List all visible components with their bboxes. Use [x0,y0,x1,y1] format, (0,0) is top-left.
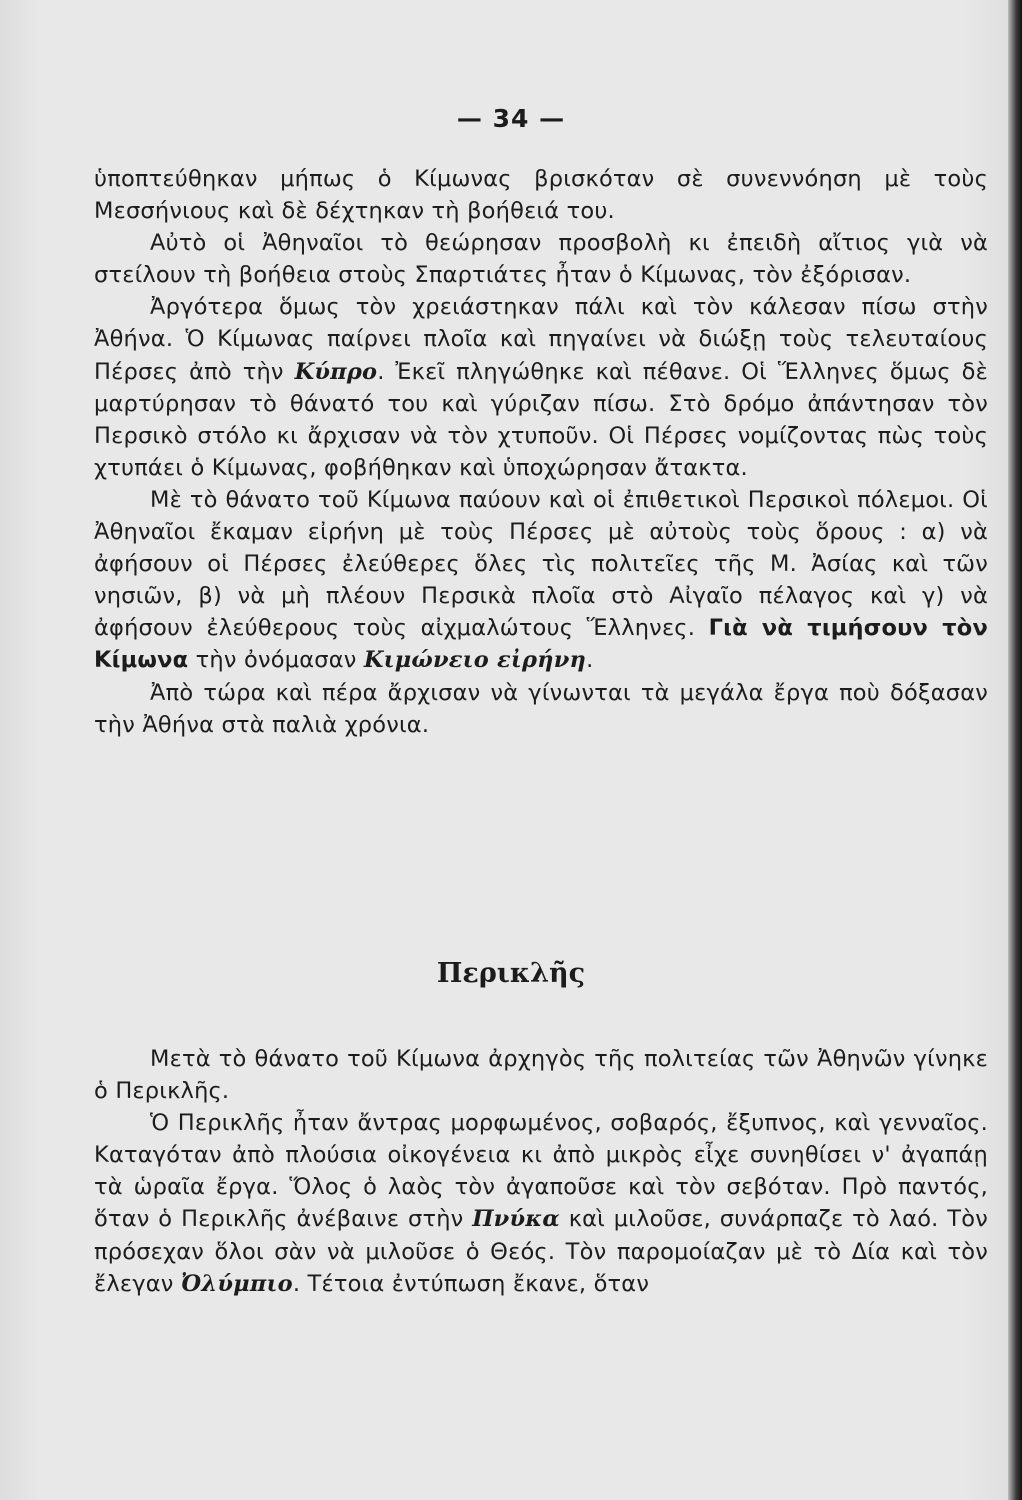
paragraph-4-text-b: τὴν ὀνόμασαν [188,647,364,674]
paragraph-1: ὑποπτεύθηκαν μήπως ὁ Κίμωνας βρισκόταν σὲ συνεννόηση μὲ τοὺς Μεσσήνιους καὶ δὲ δέχτηκαν τὴ βοήθειά του. [94,166,988,225]
paragraph-4-text-a: Μὲ τὸ θάνατο τοῦ Κίμωνα παύουν καὶ οἱ ἐπιθετικοὶ Περσικοὶ πόλεμοι. Οἱ Ἀθηναῖοι ἔκαμαν εἰρήνη μὲ τοὺς Πέρσες μὲ αὐτοὺς τοὺς ὅρους : α) νὰ ἀφήσουν οἱ Πέρσες ἐλεύθερες ὅλες τὶς πολιτεῖες τῆς Μ. Ἀσίας καὶ τῶν νησιῶν, β) νὰ μὴ πλέουν Περσικὰ πλοῖα στὸ Αἰγαῖο πέλαγος καὶ γ) νὰ ἀφήσουν ἐλεύθερους τοὺς αἰχμαλώτους Ἕλληνες. [94,486,988,642]
paragraph-5: Ἀπὸ τώρα καὶ πέρα ἄρχισαν νὰ γίνωνται τὰ μεγάλα ἔργα ποὺ δόξασαν τὴν Ἀθήνα στὰ παλιὰ χρόνια. [94,679,988,738]
paragraph-4 [94,484,988,677]
section-heading-pericles: Περικλῆς [436,958,586,989]
pnyx-italic: Πνύκα [472,1206,560,1233]
pericles-paragraph-2 [94,1107,988,1300]
olympian-italic: Ὀλύμπιο [180,1270,293,1297]
text-section-pericles [94,1043,988,1300]
paragraph-4-text-c: . [586,647,594,674]
paragraph-2: Αὐτὸ οἱ Ἀθηναῖοι τὸ θεώρησαν προσβολὴ κι ἐπειδὴ αἴτιος γιὰ νὰ στείλουν τὴ βοήθεια στοὺς Σπαρτιάτες ἦταν ὁ Κίμωνας, τὸν ἐξόρισαν. [94,230,988,289]
pericles-paragraph-2-text-b: καὶ μιλοῦσε, συνάρπαζε τὸ λαό. Τὸν πρόσεχαν ὅλοι σὰν νὰ μιλοῦσε ὁ Θεός. Τὸν παρομοίαζαν μὲ τὸ Δία καὶ τὸν ἔλεγαν [94,1206,988,1297]
pericles-paragraph-2-text-c: . Τέτοια ἐντύπωση ἔκανε, ὅταν [292,1270,650,1297]
cyprus-italic: Κύπρο [294,358,378,385]
paragraph-3 [94,291,988,484]
book-spine-edge [1008,0,1022,1500]
text-section-kimon [94,163,988,741]
paragraph-4-bold: Γιὰ νὰ τιμήσουν τὸν Κίμωνα [94,615,988,674]
pericles-paragraph-2-text-a: Ὁ Περικλῆς ἦταν ἄντρας μορφωμένος, σοβαρός, ἔξυπνος, καὶ γενναῖος. Καταγόταν ἀπὸ πλούσια οἰκογένεια κι ἀπὸ μικρὸς εἶχε συνηθίσει ν' ἀγαπάῃ τὰ ὡραῖα ἔργα. Ὅλος ὁ λαὸς τὸν ἀγαποῦσε καὶ τὸν σεβόταν. Πρὸ παντός, ὅταν ὁ Περικλῆς ἀνέβαινε στὴν [94,1110,988,1233]
kimonian-peace-italic: Κιμώνειο εἰρήνη [363,647,587,674]
paragraph-3-text-b: . Ἐκεῖ πληγώθηκε καὶ πέθανε. Οἱ Ἕλληνες ὅμως δὲ μαρτύρησαν τὸ θάνατό του καὶ γύριζαν πίσω. Στὸ δρόμο ἀπάντησαν τὸν Περσικὸ στόλο κι ἄρχισαν νὰ τὸν χτυποῦν. Οἱ Πέρσες νομίζοντας πὼς τοὺς χτυπάει ὁ Κίμωνας, φοβήθηκαν καὶ ὑποχώρησαν ἄτακτα. [94,358,988,481]
pericles-paragraph-1: Μετὰ τὸ θάνατο τοῦ Κίμωνα ἀρχηγὸς τῆς πολιτείας τῶν Ἀθηνῶν γίνηκε ὁ Περικλῆς. [94,1046,988,1105]
page-number: — 34 — [456,104,566,133]
paragraph-3-text-a: Ἀργότερα ὅμως τὸν χρειάστηκαν πάλι καὶ τὸν κάλεσαν πίσω στὴν Ἀθήνα. Ὁ Κίμωνας παίρνει πλοῖα καὶ πηγαίνει νὰ διώξῃ τοὺς τελευταίους Πέρσες ἀπὸ τὴν [94,294,988,385]
